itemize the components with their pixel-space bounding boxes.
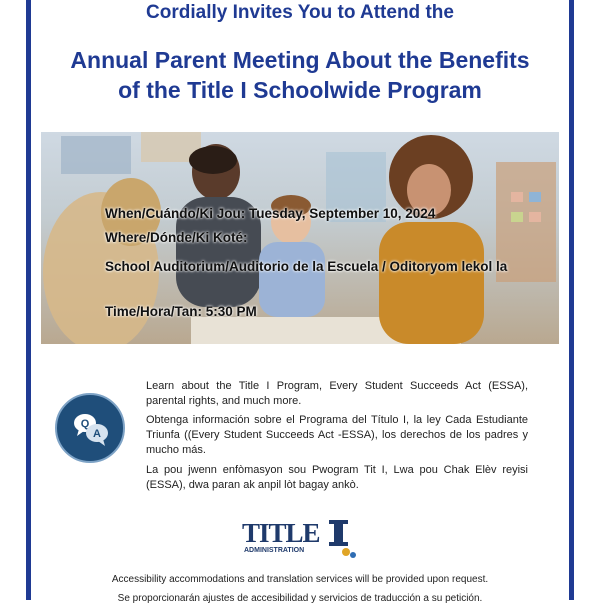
page-title [0,45,600,105]
svg-text:Q: Q [80,418,90,430]
event-when: When/Cuándo/Ki Jou: Tuesday, September 10, 2024 [105,206,436,221]
title-line-1: Annual Parent Meeting About the Benefits [70,47,530,73]
logo-sub: ADMINISTRATION [244,547,305,554]
svg-text:A: A [93,428,101,440]
invite-line: Cordially Invites You to Attend the [146,2,454,23]
q-and-a-icon [55,393,125,463]
info-spanish: Obtenga información sobre el Programa del Título I, la ley Cada Estudiante Triunfa ((Every Student Succeeds Act -ESSA), los derechos de los padres y mucho más. [146,414,528,456]
info-english: Learn about the Title I Program, Every Student Succeeds Act (ESSA), parental rights, and much more. [146,380,528,407]
event-where-label: Where/Dónde/Ki Koté: [105,230,248,245]
info-creole: La pou jwenn enfòmasyon sou Pwogram Tit I, Lwa pou Chak Elèv reyisi (ESSA), dwa paran ak anpil lòt bagay ankò. [146,464,528,491]
title-line-2: of the Title I Schoolwide Program [118,77,482,103]
event-place: School Auditorium/Auditorio de la Escuela / Oditoryom lekol la [105,259,508,274]
event-time: Time/Hora/Tan: 5:30 PM [105,304,257,319]
logo-word: TITLE [242,518,320,548]
footer-english: Accessibility accommodations and translation services will be provided upon request. [111,574,489,585]
event-photo [41,132,559,344]
footer-spanish: Se proporcionarán ajustes de accesibilidad y servicios de traducción a su petición. [117,593,483,604]
title-i-logo [240,516,360,561]
